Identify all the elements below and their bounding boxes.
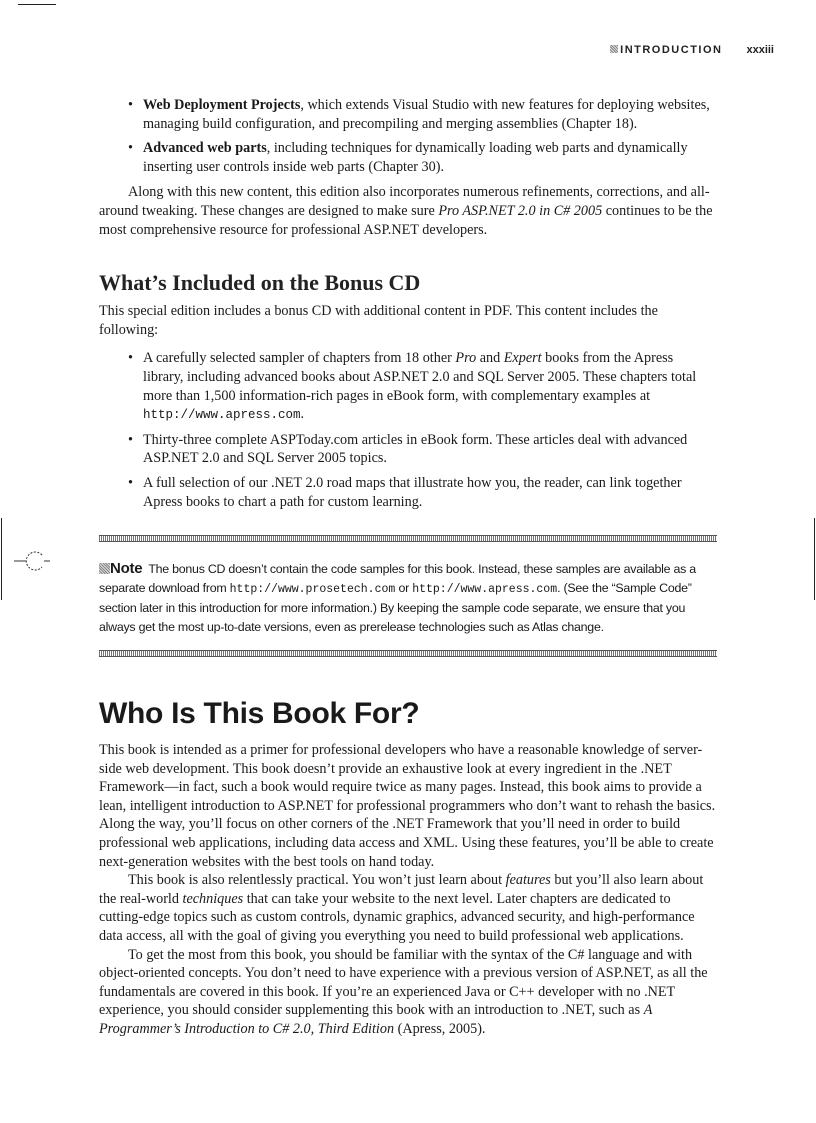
url-link[interactable]: http://www.apress.com bbox=[143, 408, 301, 423]
note-box bbox=[99, 535, 717, 657]
url-link[interactable]: http://www.prosetech.com bbox=[229, 583, 396, 597]
registration-mark-icon bbox=[12, 551, 52, 571]
book-title: A Programmer’s Introduction to C# 2.0, Third Edition bbox=[99, 1002, 653, 1037]
bonus-list bbox=[99, 349, 717, 511]
note-label: Note bbox=[110, 560, 143, 578]
list-item-term: Web Deployment Projects bbox=[143, 97, 301, 113]
note-square-icon bbox=[99, 563, 110, 574]
note-rule-bottom bbox=[99, 650, 717, 657]
list-item: • A full selection of our .NET 2.0 road maps that illustrate how you, the reader, can link together Apress books to chart a path for custom learning. bbox=[143, 474, 717, 511]
who-paragraph-3: To get the most from this book, you should be familiar with the syntax of the C# language and with object-oriented concepts. You don’t need to have experience with a previous version of ASP.NET, as all the fundamentals are covered in this book. If you’re an experienced Java or C++ developer with no .NET experience, you should consider supplementing this book with an introduction to .NET, such as A Programmer’s Introduction to C# 2.0, Third Edition (Apress, 2005). bbox=[99, 946, 708, 1037]
crop-mark-right bbox=[814, 518, 815, 600]
header-section: INTRODUCTION bbox=[620, 44, 723, 56]
list-item: • Thirty-three complete ASPToday.com articles in eBook form. These articles deal with advanced ASP.NET 2.0 and SQL Server 2005 topics. bbox=[143, 431, 717, 468]
page-content bbox=[99, 96, 717, 1039]
crop-mark-left bbox=[1, 518, 2, 600]
list-item bbox=[143, 96, 717, 133]
feature-list bbox=[99, 96, 717, 176]
section-heading-bonus-cd: What’s Included on the Bonus CD bbox=[99, 270, 421, 296]
book-title: Pro ASP.NET 2.0 in C# 2005 bbox=[438, 202, 603, 219]
list-item-text: , including techniques for dynamically loading web parts and dynamically inserting user controls inside web parts (Chapter 30). bbox=[143, 140, 688, 175]
url-link[interactable]: http://www.apress.com bbox=[412, 583, 558, 597]
page-number: xxxiii bbox=[746, 44, 774, 56]
running-header bbox=[610, 44, 774, 56]
crop-mark-top bbox=[18, 4, 56, 5]
list-item-term: Advanced web parts bbox=[143, 140, 267, 157]
list-item-text: , which extends Visual Studio with new features for deploying websites, managing build configuration, and precompiling and merging assemblies (Chapter 18). bbox=[143, 97, 710, 132]
note-text: Note The bonus CD doesn’t contain the code samples for this book. Instead, these samples are available as a separate download from http://www.prosetech.com or http://www.apress.com. (See the “Sample Code” section later in this introduction for more information.) By keeping the sample code separate, we ensure that you always get the most up-to-date versions, even as prerelease technologies such as Atlas change. bbox=[99, 560, 696, 635]
header-square-icon bbox=[610, 45, 618, 53]
section-heading-who: Who Is This Book For? bbox=[99, 697, 420, 731]
note-rule-top bbox=[99, 535, 717, 542]
who-paragraph-2: This book is also relentlessly practical. You won’t just learn about features but you’ll also learn about the real-world techniques that can take your website to the next level. Later chapters are dedicated to cutting-edge topics such as custom controls, dynamic graphics, advanced security, and high-performance data access, all with the goal of giving you everything you need to build professional web applications. bbox=[99, 872, 704, 945]
who-paragraph-1: This book is intended as a primer for professional developers who have a reasonable knowledge of server-side web development. This book doesn’t provide an exhaustive look at every ingredient in the .NET Framework—in fact, such a book would require twice as many pages. Instead, this book aims to provide a lean, intelligent introduction to ASP.NET for professional programmers who don’t want to rehash the basics. Along the way, you’ll focus on other corners of the .NET Framework that you’ll need in order to build professional web applications, including data access and XML. Using these features, you’ll be able to create next-generation websites with the best tools on hand today. bbox=[99, 742, 716, 870]
bonus-intro: This special edition includes a bonus CD with additional content in PDF. This content includes the following: bbox=[99, 303, 658, 338]
edition-paragraph: Along with this new content, this edition also incorporates numerous refinements, corrections, and all-around tweaking. These changes are designed to make sure Pro ASP.NET 2.0 in C# 2005 continues to be the most comprehensive resource for professional ASP.NET developers. bbox=[99, 184, 713, 238]
list-item: • A carefully selected sampler of chapters from 18 other Pro and Expert books from the Apress library, including advanced books about ASP.NET 2.0 and SQL Server 2005. These chapters total more than 1,500 information-rich pages in eBook form, with complementary examples at http://www.apress.com. bbox=[143, 349, 717, 424]
list-item bbox=[143, 139, 717, 176]
